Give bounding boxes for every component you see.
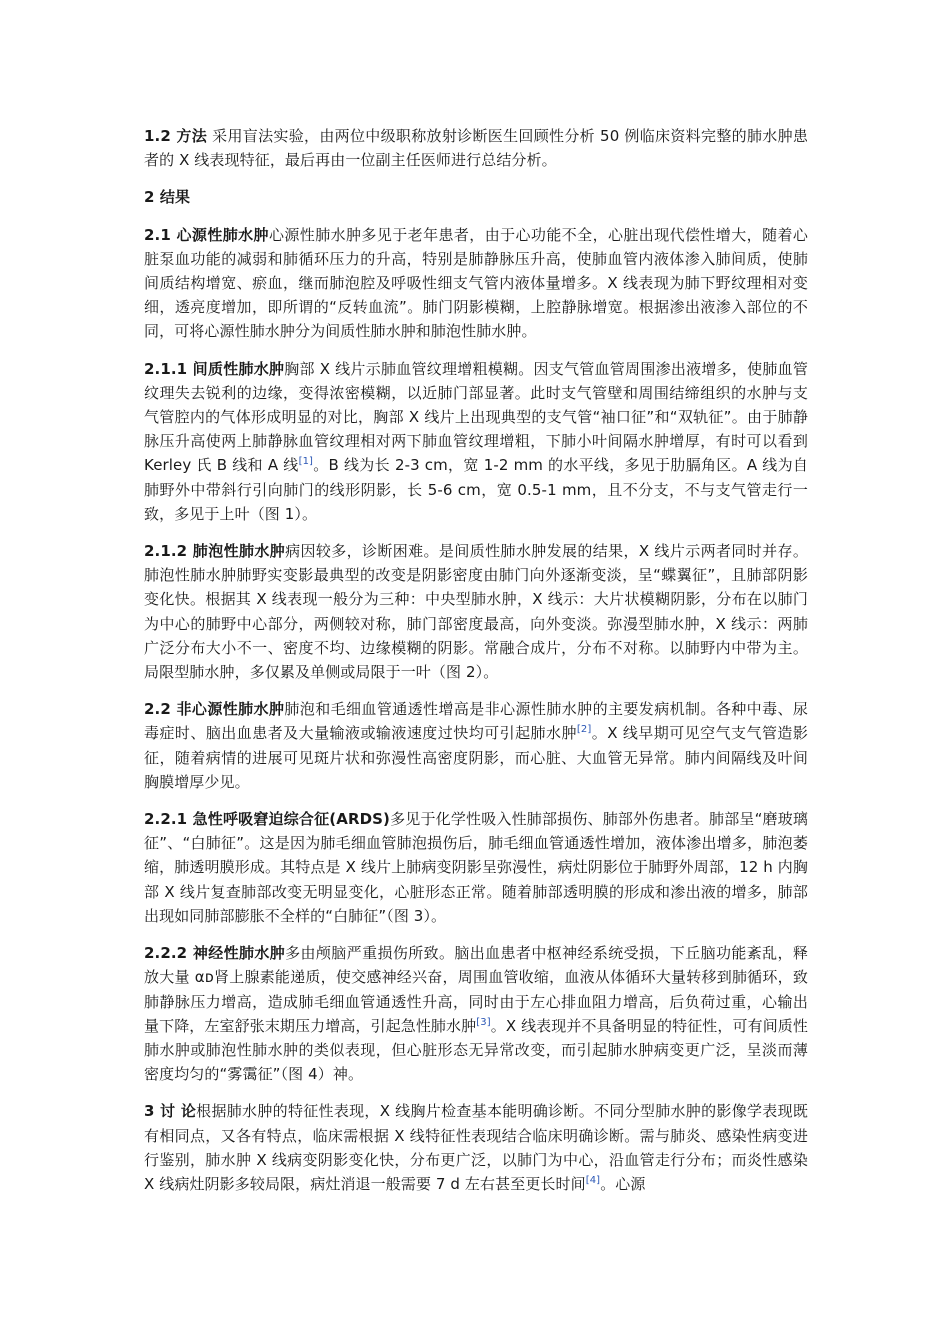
section-text: 采用盲法实验，由两位中级职称放射诊断医生回顾性分析 50 例临床资料完整的肺水肿患者的 X 线表现特征，最后再由一位副主任医师进行总结分析。 bbox=[144, 127, 808, 170]
section-2-1-2 bbox=[144, 539, 808, 684]
citation-link[interactable]: [3] bbox=[476, 1016, 491, 1028]
section-text-tail: 。X 线表现并不具备明显的特征性，可有间质性肺水肿或肺泡性肺水肿的类似表现，但心脏形态无异常改变，而引起肺水肿病变更广泛，呈淡而薄密度均匀的“雾霭征”（图 4）神。 bbox=[144, 1016, 809, 1084]
section-1-2 bbox=[144, 124, 808, 172]
section-heading: 1.2 方法 bbox=[144, 127, 208, 145]
section-text: 肺泡和毛细血管通透性增高是非心源性肺水肿的主要发病机制。各种中毒、尿毒症时、脑出血患者及大量输液或输液速度过快均可引起肺水肿 bbox=[144, 700, 808, 743]
section-text: 多见于化学性吸入性肺部损伤、肺部外伤患者。肺部呈“磨玻璃征”、“白肺征”。这是因为肺毛细血管肺泡损伤后，肺毛细血管通透性增加，液体渗出增多，肺泡萎缩，肺透明膜形成。其特点是 X 线片上肺病变阴影呈弥漫性，病灶阴影位于肺野外周部，12 h 内胸部 X 线片复查肺部改变无明显变化，心脏形态正常。随着肺部透明膜的形成和渗出液的增多，肺部出现如同肺部膨胀不全样的“白肺征”（图 3）。 bbox=[144, 810, 808, 925]
citation-link[interactable]: [4] bbox=[585, 1174, 601, 1186]
section-heading: 3 讨 论 bbox=[144, 1102, 197, 1121]
section-text-tail: 。X 线早期可见空气支气管造影征，随着病情的进展可见斑片状和弥漫性高密度阴影，而心脏、大血管无异常。肺内间隔线及叶间胸膜增厚少见。 bbox=[144, 724, 808, 791]
section-text: 病因较多，诊断困难。是间质性肺水肿发展的结果，X 线片示两者同时并存。肺泡性肺水肿肺野实变影最典型的改变是阴影密度由肺门向外逐渐变淡，呈“蝶翼征”，且肺部阴影变化快。根据其 X 线表现一般分为三种：中央型肺水肿，X 线示：大片状模糊阴影，分布在以肺门为中心的肺野中心部分，两侧较对称，肺门部密度最高，向外变淡。弥漫型肺水肿，X 线示：两肺广泛分布大小不一、密度不均、边缘模糊的阴影。常融合成片，分布不对称。以肺野内中带为主。局限型肺水肿，多仅累及单侧或局限于一叶（图 2）。 bbox=[144, 542, 808, 682]
section-text: 根据肺水肿的特征性表现，X 线胸片检查基本能明确诊断。不同分型肺水肿的影像学表现既有相同点，又各有特点，临床需根据 X 线特征性表现结合临床明确诊断。需与肺炎、感染性病变进行鉴别，肺水肿 X 线病变阴影变化快，分布更广泛，以肺门为中心，沿血管走行分布；而炎性感染 X 线病灶阴影多较局限，病灶消退一般需要 7 d 左右甚至更长时间 bbox=[144, 1102, 808, 1193]
section-2-1 bbox=[144, 223, 808, 344]
citation-link[interactable]: [1] bbox=[298, 456, 314, 468]
section-text: 胸部 X 线片示肺血管纹理增粗模糊。因支气管血管周围渗出液增多，使肺血管纹理失去锐利的边缘，变得浓密模糊，以近肺门部显著。此时支气管壁和周围结缔组织的水肿与支气管腔内的气体形成明显的对比，胸部 X 线片上出现典型的支气管“袖口征”和“双轨征”。由于肺静脉压升高使两上肺静脉血管纹理相对两下肺血管纹理增粗，下肺小叶间隔水肿增厚，有时可以看到 Kerley 氏 B 线和 A 线 bbox=[144, 359, 808, 475]
section-2-2-2 bbox=[144, 941, 808, 1086]
section-heading: 2.1 心源性肺水肿 bbox=[144, 225, 269, 244]
document-body bbox=[144, 124, 808, 1209]
section-2 bbox=[144, 185, 808, 209]
section-2-2-1 bbox=[144, 807, 808, 928]
section-heading: 2.2 非心源性肺水肿 bbox=[144, 700, 285, 719]
section-heading: 2.1.1 间质性肺水肿 bbox=[144, 359, 285, 378]
section-2-1-1 bbox=[144, 357, 808, 526]
section-heading: 2.2.2 神经性肺水肿 bbox=[144, 944, 286, 963]
section-2-2 bbox=[144, 697, 808, 794]
citation-link[interactable]: [2] bbox=[576, 724, 592, 736]
section-text-tail: 。心源 bbox=[600, 1174, 646, 1193]
section-text: 多由颅脑严重损伤所致。脑出血患者中枢神经系统受损，下丘脑功能紊乱，释放大量 αᴅ肾上腺素能递质，使交感神经兴奋，周围血管收缩，血液从体循环大量转移到肺循环，致肺静脉压力增高，造成肺毛细血管通透性升高，同时由于左心排血阻力增高，后负荷过重，心输出量下降，左室舒张末期压力增高，引起急性肺水肿 bbox=[144, 944, 808, 1035]
section-heading: 2.1.2 肺泡性肺水肿 bbox=[144, 542, 286, 561]
section-3 bbox=[144, 1099, 808, 1196]
section-text: 心源性肺水肿多见于老年患者，由于心功能不全，心脏出现代偿性增大，随着心脏泵血功能的减弱和肺循环压力的升高，特别是肺静脉压升高，使肺血管内液体渗入肺间质，使肺间质结构增宽、瘀血，继而肺泡腔及呼吸性细支气管内液体量增多。X 线表现为肺下野纹理相对变细，透亮度增加，即所谓的“反转血流”。肺门阴影模糊，上腔静脉增宽。根据渗出液渗入部位的不同，可将心源性肺水肿分为间质性肺水肿和肺泡性肺水肿。 bbox=[144, 225, 808, 341]
section-heading: 2 结果 bbox=[144, 188, 191, 207]
section-heading: 2.2.1 急性呼吸窘迫综合征(ARDS) bbox=[144, 810, 391, 829]
section-text-tail: 。B 线为长 2-3 cm，宽 1-2 mm 的水平线，多见于肋膈角区。A 线为自肺野外中带斜行引向肺门的线形阴影，长 5-6 cm，宽 0.5-1 mm，且不分支，不与支气管走行一致，多见于上叶（图 1）。 bbox=[144, 456, 808, 523]
